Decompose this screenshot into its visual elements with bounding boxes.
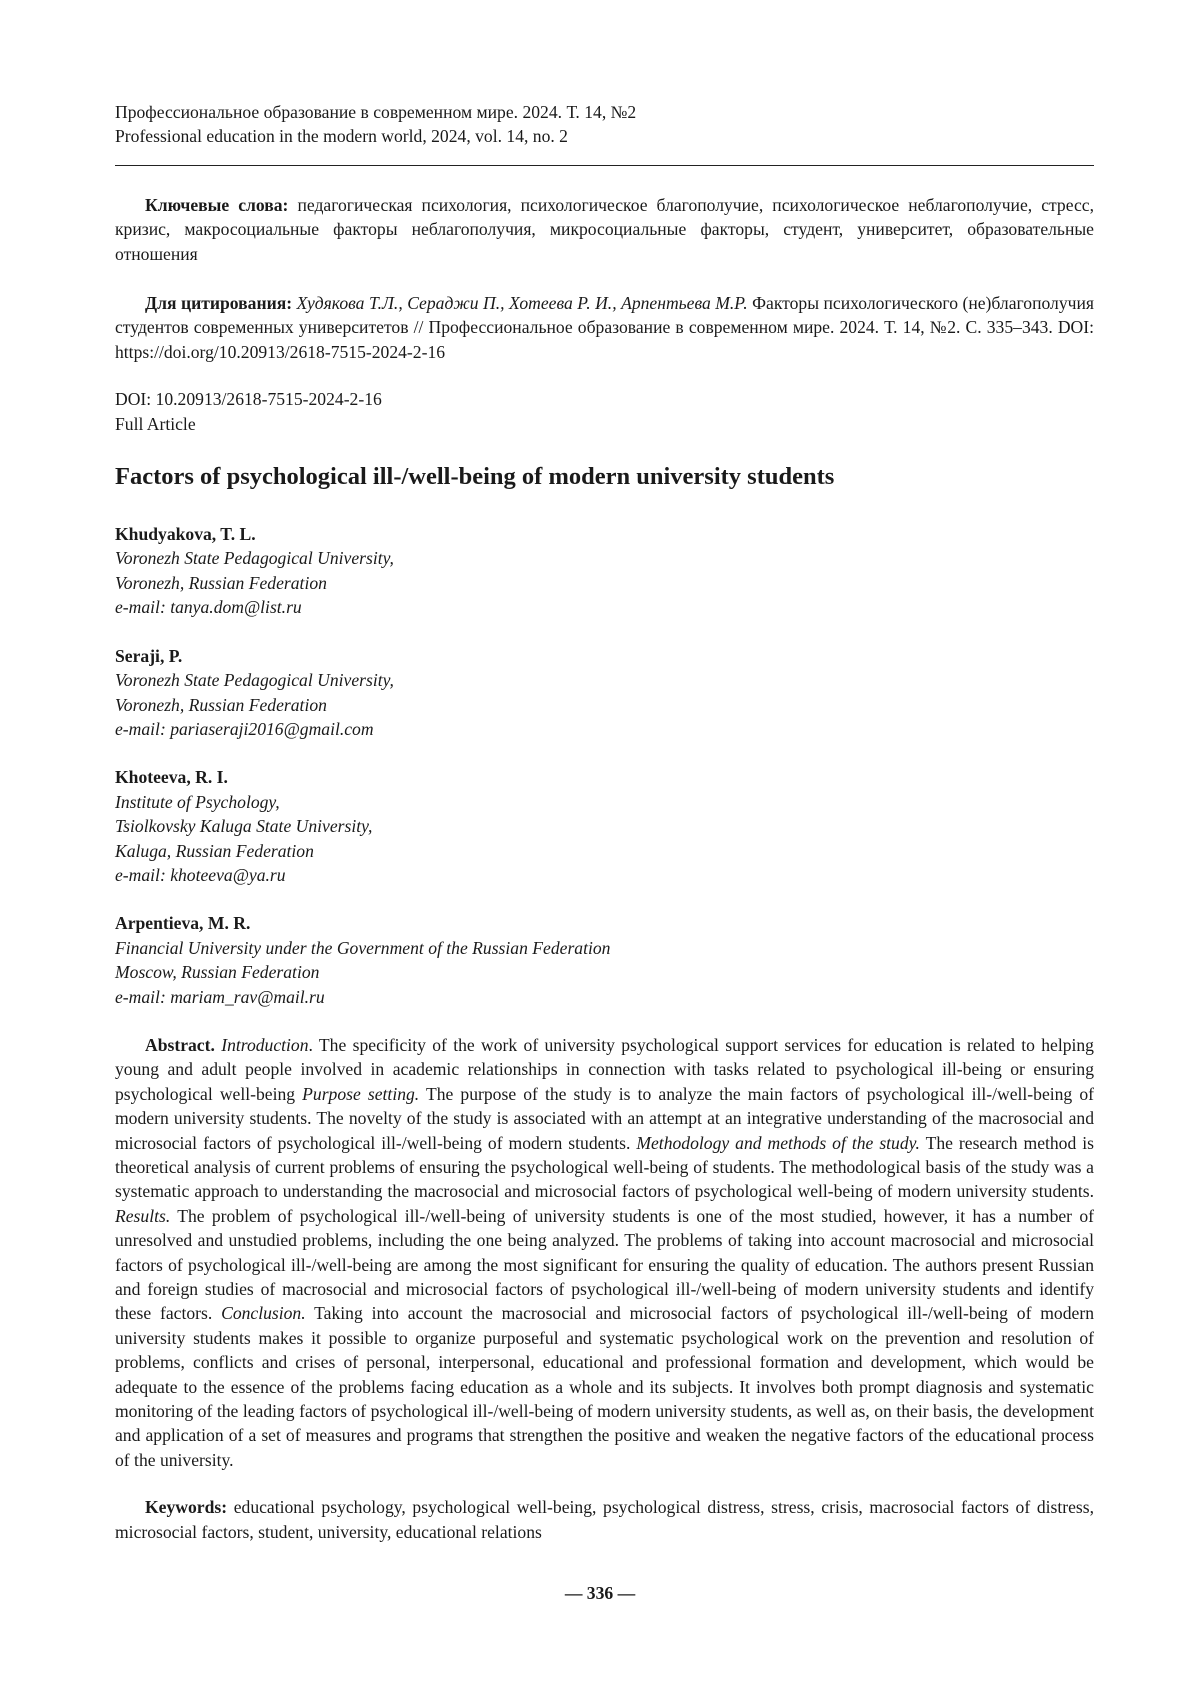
- keywords-en-text: educational psychology, psychological well-being, psychological distress, stress, crisis, macrosocial factors of distress, microsocial factors, student, university, educational relations: [115, 1497, 1094, 1541]
- author-affiliation: Voronezh State Pedagogical University,: [115, 546, 1094, 570]
- abstract-purpose-text: The purpose of the study is to analyze the main factors of psychological ill-/well-being of modern university students. The novelty of the study is associated with an attempt at an integrative understanding of the macrosocial and microsocial factors of psychological ill-/well-being of modern students.: [115, 1084, 1094, 1153]
- author-email: e-mail: khoteeva@ya.ru: [115, 863, 1094, 887]
- header-line-ru: Профессиональное образование в современном мире. 2024. Т. 14, №2: [115, 100, 1094, 124]
- author-name: Khoteeva, R. I.: [115, 765, 1094, 789]
- citation-label: Для цитирования:: [145, 293, 292, 313]
- abstract: [115, 1033, 1094, 1472]
- running-header: [115, 100, 1094, 149]
- author-block: [115, 765, 1094, 887]
- abstract-conclusion-text: Taking into account the macrosocial and microsocial factors of psychological ill-/well-being of modern university students makes it possible to organize purposeful and systematic psychological work on the prevention and resolution of problems, conflicts and crises of personal, interpersonal, educational and professional formation and development, which would be adequate to the essence of the problems facing education as a whole and its subjects. It involves both prompt diagnosis and systematic monitoring of the leading factors of psychological ill-/well-being of modern university students, as well as, on their basis, the development and application of a set of measures and programs that strengthen the positive and weaken the negative factors of the educational process of the university.: [115, 1303, 1094, 1469]
- author-affiliation: Voronezh State Pedagogical University,: [115, 668, 1094, 692]
- author-email: e-mail: tanya.dom@list.ru: [115, 595, 1094, 619]
- author-name: Arpentieva, M. R.: [115, 911, 1094, 935]
- author-name: Seraji, P.: [115, 644, 1094, 668]
- citation-text: Факторы психологического (не)благополучия студентов современных университетов // Профессиональное образование в современном мире. 2024. Т. 14, №2. С. 335–343. DOI: https://doi.org/10.20913/2618-7515-2024-2-16: [115, 293, 1094, 362]
- author-location: Voronezh, Russian Federation: [115, 693, 1094, 717]
- citation: [115, 291, 1094, 364]
- doi-block: [115, 387, 1094, 436]
- author-block: [115, 644, 1094, 742]
- author-affiliation: Tsiolkovsky Kaluga State University,: [115, 814, 1094, 838]
- authors-list: [115, 522, 1094, 1009]
- author-affiliation: Institute of Psychology,: [115, 790, 1094, 814]
- doi-line: DOI: 10.20913/2618-7515-2024-2-16: [115, 387, 1094, 411]
- abstract-purpose-label: Purpose setting.: [302, 1084, 419, 1104]
- author-affiliation: Financial University under the Government of the Russian Federation: [115, 936, 1094, 960]
- header-line-en: Professional education in the modern world, 2024, vol. 14, no. 2: [115, 124, 1094, 148]
- abstract-conclusion-label: Conclusion.: [221, 1303, 306, 1323]
- journal-page: [0, 0, 1200, 1697]
- author-block: [115, 522, 1094, 620]
- keywords-ru-text: педагогическая психология, психологическое благополучие, психологическое неблагополучие, стресс, кризис, макросоциальные факторы неблагополучия, микросоциальные факторы, студент, университет, образовательные отношения: [115, 195, 1094, 264]
- article-title: Factors of psychological ill-/well-being of modern university students: [115, 462, 1094, 492]
- author-location: Voronezh, Russian Federation: [115, 571, 1094, 595]
- abstract-results-text: The problem of psychological ill-/well-being of university students is one of the most studied, however, it has a number of unresolved and unstudied problems, including the one being analyzed. The problems of taking into account macrosocial and microsocial factors of psychological ill-/well-being are among the most significant for ensuring the quality of education. The authors present Russian and foreign studies of macrosocial and microsocial factors of psychological ill-/well-being of modern university students and identify these factors.: [115, 1206, 1094, 1324]
- author-name: Khudyakova, T. L.: [115, 522, 1094, 546]
- header-rule: [115, 165, 1094, 166]
- abstract-method-label: Methodology and methods of the study.: [636, 1133, 920, 1153]
- author-block: [115, 911, 1094, 1009]
- author-location: Kaluga, Russian Federation: [115, 839, 1094, 863]
- keywords-ru-label: Ключевые слова:: [145, 195, 288, 215]
- abstract-label: Abstract.: [145, 1035, 215, 1055]
- abstract-results-label: Results.: [115, 1206, 170, 1226]
- article-type: Full Article: [115, 412, 1094, 436]
- author-email: e-mail: pariaseraji2016@gmail.com: [115, 717, 1094, 741]
- keywords-en: [115, 1495, 1094, 1544]
- page-number: — 336 —: [0, 1583, 1200, 1604]
- author-location: Moscow, Russian Federation: [115, 960, 1094, 984]
- keywords-ru: [115, 193, 1094, 266]
- keywords-en-label: Keywords:: [145, 1497, 227, 1517]
- abstract-intro-label: Introduction: [215, 1035, 309, 1055]
- abstract-method-text: The research method is theoretical analysis of current problems of ensuring the psychological well-being of students. The methodological basis of the study was a systematic approach to understanding the macrosocial and microsocial factors of psychological well-being of modern university students.: [115, 1133, 1094, 1202]
- citation-authors: Худякова Т.Л., Сераджи П., Хотеева Р. И., Арпентьева М.Р.: [292, 293, 748, 313]
- author-email: e-mail: mariam_rav@mail.ru: [115, 985, 1094, 1009]
- abstract-intro-text: . The specificity of the work of university psychological support services for education is related to helping young and adult people involved in academic relationships in connection with tasks related to psychological ill-being or ensuring psychological well-being: [115, 1035, 1094, 1104]
- page-content: [115, 100, 1094, 1544]
